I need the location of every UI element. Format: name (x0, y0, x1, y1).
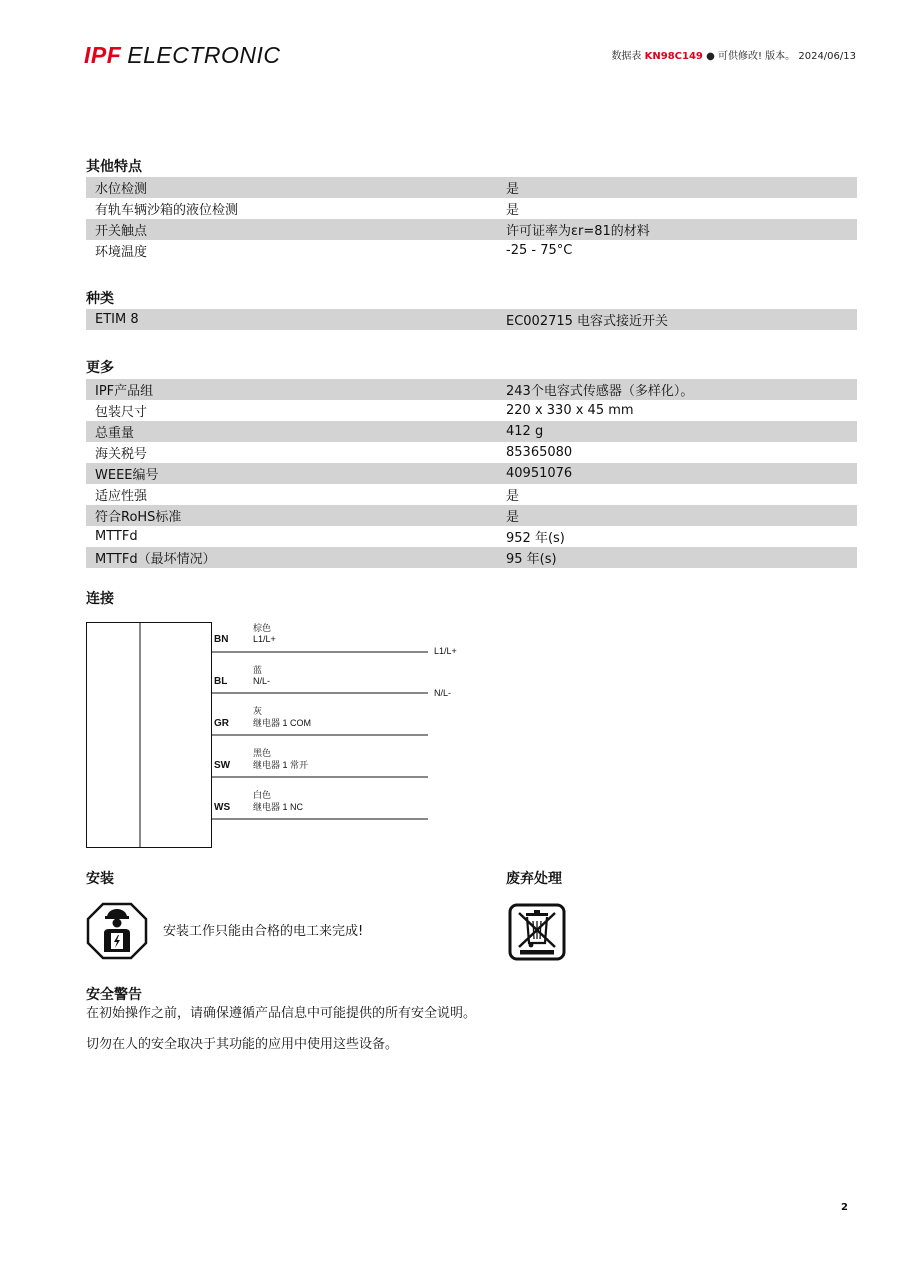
table-row (86, 463, 857, 484)
row-value: 是 (506, 510, 520, 525)
more-table (86, 379, 857, 568)
wire-color-gr: 灰 (253, 706, 263, 716)
row-key: MTTFd (95, 529, 138, 544)
wire-signal-gr: 继电器 1 COM (253, 718, 312, 728)
wire-code-ws: WS (214, 802, 231, 813)
row-key: ETIM 8 (95, 312, 139, 327)
table-row (86, 379, 857, 400)
product-code: KN98C149 (644, 51, 703, 62)
row-key: 开关触点 (95, 224, 148, 239)
row-value: 243个电容式传感器（多样化）。 (506, 384, 694, 399)
classification-table (86, 309, 857, 330)
ipf-logo (84, 42, 281, 69)
table-row (86, 484, 857, 505)
wire-code-gr: GR (214, 718, 229, 729)
electrician-icon (86, 902, 148, 960)
table-row (86, 547, 857, 568)
wire-code-bn: BN (214, 634, 229, 645)
wire-signal-ws: 继电器 1 NC (253, 802, 304, 812)
connection-title: 连接 (86, 591, 114, 607)
row-key: WEEE编号 (95, 468, 159, 483)
row-value: 95 年(s) (506, 552, 557, 567)
row-key: 有轨车辆沙箱的液位检测 (95, 203, 239, 218)
other-features-title: 其他特点 (86, 159, 142, 175)
row-key: MTTFd（最坏情况） (95, 552, 216, 567)
wire-signal-sw: 继电器 1 常开 (253, 760, 309, 770)
row-value: 952 年(s) (506, 531, 565, 546)
more-title: 更多 (86, 360, 114, 376)
row-key: 适应性强 (95, 489, 148, 504)
safety-line-1: 在初始操作之前，请确保遵循产品信息中可能提供的所有安全说明。 (86, 1006, 477, 1021)
logo-rest: ELECTRONIC (127, 42, 281, 68)
wire-color-sw: 黑色 (253, 748, 272, 758)
wire-color-bl: 蓝 (253, 665, 263, 675)
classification-title: 种类 (86, 291, 114, 307)
safety-title: 安全警告 (86, 987, 142, 1003)
row-key: IPF产品组 (95, 384, 154, 399)
header-info (611, 47, 856, 62)
header-bullet: ● (706, 51, 715, 62)
logo-brand: IPF (84, 42, 122, 68)
wiring-diagram (86, 622, 486, 850)
row-value: 许可证率为εr=81的材料 (506, 224, 650, 239)
header-notice: 可供修改! 版本。 (717, 51, 796, 62)
table-row (86, 400, 857, 421)
row-key: 海关税号 (95, 447, 148, 462)
wire-code-bl: BL (214, 676, 228, 687)
disposal-title: 废弃处理 (506, 871, 562, 887)
row-value: EC002715 电容式接近开关 (506, 314, 669, 329)
row-key: 环境温度 (95, 245, 148, 260)
page-number: 2 (841, 1202, 848, 1213)
wire-signal-bl: N/L- (253, 676, 271, 686)
row-value: 是 (506, 489, 520, 504)
header-date: 2024/06/13 (798, 51, 856, 62)
installation-text: 安装工作只能由合格的电工来完成! (163, 924, 364, 939)
table-row (86, 421, 857, 442)
table-row (86, 442, 857, 463)
safety-line-2: 切勿在人的安全取决于其功能的应用中使用这些设备。 (86, 1037, 399, 1052)
weee-crossed-bin-icon (508, 903, 566, 961)
row-value: 是 (506, 182, 520, 197)
installation-title: 安装 (86, 871, 114, 887)
wire-code-sw: SW (214, 760, 231, 771)
wire-line-label-bl: N/L- (434, 688, 452, 698)
wire-color-ws: 白色 (253, 790, 272, 800)
sensor-body-outline (87, 623, 212, 848)
row-value: 85365080 (506, 445, 573, 460)
row-value: 是 (506, 203, 520, 218)
row-value: 220 x 330 x 45 mm (506, 403, 634, 418)
wire-line-label-bn: L1/L+ (434, 646, 457, 656)
table-row (86, 177, 857, 198)
table-row (86, 309, 857, 330)
wire-signal-bn: L1/L+ (253, 634, 276, 644)
table-row (86, 198, 857, 219)
row-value: -25 - 75°C (506, 243, 573, 258)
table-row (86, 240, 857, 261)
datasheet-label: 数据表 (611, 51, 642, 62)
row-key: 包装尺寸 (95, 405, 148, 420)
row-key: 总重量 (95, 426, 135, 441)
row-value: 412 g (506, 424, 544, 439)
table-row (86, 526, 857, 547)
other-features-table (86, 177, 857, 261)
row-key: 水位检测 (95, 182, 148, 197)
table-row (86, 505, 857, 526)
table-row (86, 219, 857, 240)
wire-color-bn: 棕色 (253, 623, 272, 633)
row-key: 符合RoHS标准 (95, 510, 182, 525)
row-value: 40951076 (506, 466, 573, 481)
